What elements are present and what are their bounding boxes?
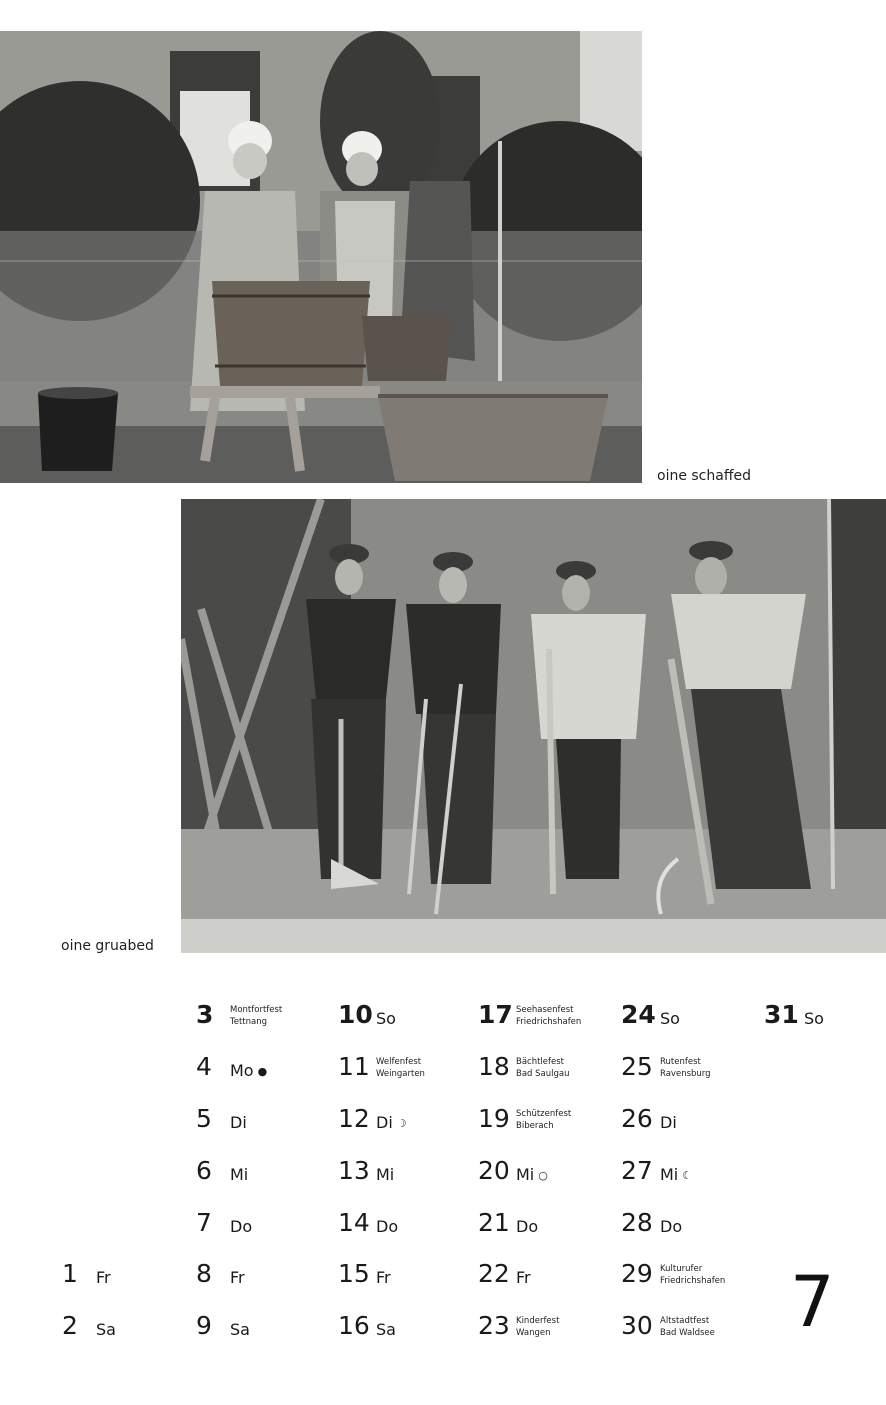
weekday-label: So bbox=[376, 1009, 396, 1028]
event-name: Schützenfest bbox=[516, 1109, 572, 1119]
weekday-text: Mi bbox=[516, 1165, 535, 1184]
weekday-text: Mi bbox=[660, 1165, 679, 1184]
weekday-label: Sa bbox=[96, 1320, 116, 1339]
event-place: Friedrichshafen bbox=[516, 1017, 582, 1027]
weekday-label: Sa bbox=[230, 1320, 250, 1339]
day-number: 25 bbox=[621, 1052, 653, 1081]
weekday-label: Di bbox=[660, 1113, 677, 1132]
weekday-label: Sa bbox=[376, 1320, 396, 1339]
day-number: 6 bbox=[196, 1156, 212, 1185]
day-number: 16 bbox=[338, 1311, 370, 1340]
day-number: 12 bbox=[338, 1104, 370, 1133]
event-label bbox=[516, 1004, 581, 1028]
month-number: 7 bbox=[790, 1261, 835, 1343]
event-label bbox=[230, 1004, 282, 1028]
weekday-label: Mi bbox=[376, 1165, 395, 1184]
new-moon-icon: ● bbox=[257, 1065, 268, 1078]
event-place: Tettnang bbox=[230, 1017, 268, 1027]
day-number: 17 bbox=[478, 1000, 513, 1029]
weekday-label: Di bbox=[230, 1113, 247, 1132]
event-name: Rutenfest bbox=[660, 1057, 701, 1067]
weekday-label: Do bbox=[230, 1217, 253, 1236]
event-name: Kulturufer bbox=[660, 1264, 703, 1274]
photo-caption-top: oine schaffed bbox=[657, 468, 751, 484]
full-moon-icon: ○ bbox=[538, 1169, 548, 1182]
event-place: Bad Waldsee bbox=[660, 1328, 715, 1338]
event-place: Biberach bbox=[516, 1121, 554, 1131]
event-place: Weingarten bbox=[376, 1069, 425, 1079]
photo-women-washing bbox=[0, 31, 642, 483]
weekday-label: So bbox=[660, 1009, 680, 1028]
day-number: 11 bbox=[338, 1052, 370, 1081]
event-place: Friedrichshafen bbox=[660, 1276, 726, 1286]
event-label bbox=[516, 1315, 559, 1339]
event-label bbox=[660, 1315, 715, 1339]
weekday-label: Do bbox=[516, 1217, 539, 1236]
weekday-label: Fr bbox=[96, 1268, 111, 1287]
day-number: 4 bbox=[196, 1052, 212, 1081]
weekday-label: Mi bbox=[230, 1165, 249, 1184]
day-number: 8 bbox=[196, 1259, 212, 1288]
day-number: 20 bbox=[478, 1156, 510, 1185]
day-number: 26 bbox=[621, 1104, 653, 1133]
weekday-label: Fr bbox=[516, 1268, 531, 1287]
first-quarter-moon-icon: ☽ bbox=[396, 1117, 407, 1130]
day-number: 27 bbox=[621, 1156, 653, 1185]
day-number: 7 bbox=[196, 1208, 212, 1237]
event-name: Bächtlefest bbox=[516, 1057, 565, 1067]
event-name: Seehasenfest bbox=[516, 1005, 574, 1015]
day-number: 10 bbox=[338, 1000, 373, 1029]
event-label bbox=[376, 1056, 425, 1080]
day-number: 18 bbox=[478, 1052, 510, 1081]
weekday-text: Di bbox=[376, 1113, 393, 1132]
weekday-label: Do bbox=[376, 1217, 399, 1236]
day-number: 21 bbox=[478, 1208, 510, 1237]
photo-men-with-tools bbox=[181, 499, 886, 953]
event-label bbox=[660, 1263, 725, 1287]
day-number: 23 bbox=[478, 1311, 510, 1340]
photo-men-with-tools-image bbox=[181, 499, 886, 953]
event-place: Bad Saulgau bbox=[516, 1069, 570, 1079]
event-place: Ravensburg bbox=[660, 1069, 711, 1079]
day-number: 1 bbox=[62, 1259, 78, 1288]
day-number: 15 bbox=[338, 1259, 370, 1288]
weekday-label bbox=[660, 1166, 692, 1186]
weekday-label: So bbox=[804, 1009, 824, 1028]
weekday-label: Fr bbox=[230, 1268, 245, 1287]
weekday-label: Fr bbox=[376, 1268, 391, 1287]
event-place: Wangen bbox=[516, 1328, 551, 1338]
event-name: Altstadtfest bbox=[660, 1316, 710, 1326]
day-number: 28 bbox=[621, 1208, 653, 1237]
event-label bbox=[516, 1108, 571, 1132]
day-number: 30 bbox=[621, 1311, 653, 1340]
event-name: Kinderfest bbox=[516, 1316, 560, 1326]
event-label bbox=[660, 1056, 711, 1080]
weekday-label: Do bbox=[660, 1217, 683, 1236]
weekday-text: Mo bbox=[230, 1061, 254, 1080]
day-number: 29 bbox=[621, 1259, 653, 1288]
weekday-label bbox=[376, 1114, 407, 1134]
day-number: 13 bbox=[338, 1156, 370, 1185]
day-number: 5 bbox=[196, 1104, 212, 1133]
day-number: 22 bbox=[478, 1259, 510, 1288]
day-number: 3 bbox=[196, 1000, 214, 1029]
day-number: 9 bbox=[196, 1311, 212, 1340]
event-name: Welfenfest bbox=[376, 1057, 422, 1067]
event-label bbox=[516, 1056, 569, 1080]
photo-women-washing-image bbox=[0, 31, 642, 483]
day-number: 2 bbox=[62, 1311, 78, 1340]
event-name: Montfortfest bbox=[230, 1005, 283, 1015]
last-quarter-moon-icon: ☾ bbox=[682, 1169, 693, 1182]
day-number: 19 bbox=[478, 1104, 510, 1133]
day-number: 14 bbox=[338, 1208, 370, 1237]
day-number: 31 bbox=[764, 1000, 799, 1029]
day-number: 24 bbox=[621, 1000, 656, 1029]
weekday-label bbox=[230, 1062, 267, 1082]
photo-caption-bottom: oine gruabed bbox=[61, 938, 154, 954]
weekday-label bbox=[516, 1166, 548, 1186]
